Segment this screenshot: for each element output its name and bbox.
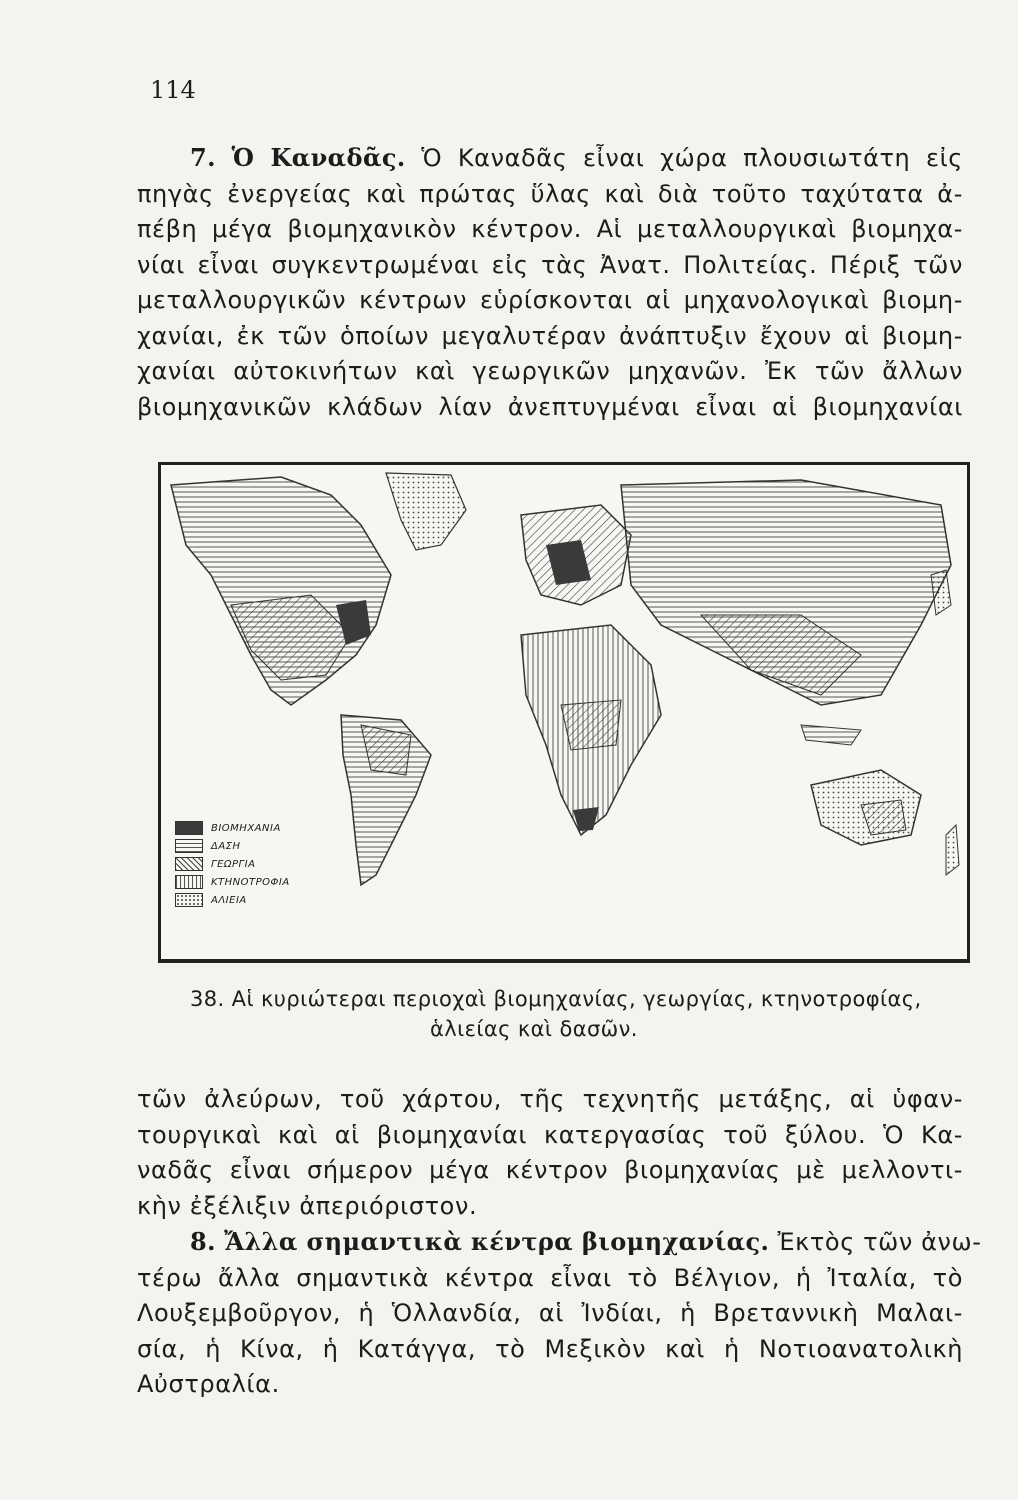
legend-label: ΒΙΟΜΗΧΑΝΙΑ bbox=[211, 822, 281, 834]
legend-label: ΓΕΩΡΓΙΑ bbox=[211, 858, 256, 870]
text-line: χανίαι, ἐκ τῶν ὁποίων μεγαλυτέραν ἀνάπτυξιν ἔχουν αἱ βιομη- bbox=[137, 321, 963, 350]
legend-swatch-industry bbox=[175, 821, 203, 835]
legend-label: ΚΤΗΝΟΤΡΟΦΙΑ bbox=[211, 876, 290, 888]
legend-swatch-agriculture bbox=[175, 857, 203, 871]
text-line: σία, ἡ Κίνα, ἡ Κατάγγα, τὸ Μεξικὸν καὶ ἡ Νοτιοανατολικὴ bbox=[137, 1334, 963, 1363]
figure-caption bbox=[190, 984, 990, 1044]
section-8-heading: Ἄλλα σημαντικὰ κέντρα βιομηχανίας. bbox=[224, 1227, 770, 1256]
text-line: πηγὰς ἐνεργείας καὶ πρώτας ὕλας καὶ διὰ τοῦτο ταχύτατα ἀ- bbox=[137, 179, 963, 208]
legend-swatch-fishing bbox=[175, 893, 203, 907]
legend-item bbox=[175, 819, 290, 837]
caption-line: 38. Αἱ κυριώτεραι περιοχαὶ βιομηχανίας, γεωργίας, κτηνοτροφίας, bbox=[190, 987, 922, 1011]
legend-swatch-livestock bbox=[175, 875, 203, 889]
text-line: τῶν ἀλεύρων, τοῦ χάρτου, τῆς τεχνητῆς μετάξης, αἱ ὑφαν- bbox=[137, 1085, 963, 1113]
text-fragment: Ὁ Καναδᾶς εἶναι χώρα πλουσιωτάτη εἰς bbox=[405, 144, 963, 172]
world-map-figure bbox=[158, 462, 970, 963]
text-line: νίαι εἶναι συγκεντρωμέναι εἰς τὰς Ἀνατ. Πολιτείας. Πέριξ τῶν bbox=[137, 250, 963, 279]
legend-item bbox=[175, 873, 290, 891]
africa-forest bbox=[561, 700, 621, 750]
text-line: τουργικαὶ καὶ αἱ βιομηχανίαι κατεργασίας τοῦ ξύλου. Ὁ Κα- bbox=[137, 1120, 963, 1149]
text-line: τέρω ἄλλα σημαντικὰ κέντρα εἶναι τὸ Βέλγιον, ἡ Ἰταλία, τὸ bbox=[137, 1263, 963, 1292]
section-8-number: 8. bbox=[190, 1227, 216, 1256]
page-number: 114 bbox=[150, 76, 196, 104]
legend-label: ΔΑΣΗ bbox=[211, 840, 241, 852]
section-7-heading: Ὁ Καναδᾶς. bbox=[231, 143, 406, 172]
text-line: Λουξεμβοῦργον, ἡ Ὁλλανδία, αἱ Ἰνδίαι, ἡ Βρεταννικὴ Μαλαι- bbox=[137, 1299, 963, 1327]
text-line bbox=[137, 140, 963, 177]
text-line: ναδᾶς εἶναι σήμερον μέγα κέντρον βιομηχανίας μὲ μελλοντι- bbox=[137, 1156, 963, 1184]
legend-item bbox=[175, 837, 290, 855]
text-line: πέβη μέγα βιομηχανικὸν κέντρον. Αἱ μεταλλουργικαὶ βιομηχα- bbox=[137, 215, 963, 243]
text-line: βιομηχανικῶν κλάδων λίαν ἀνεπτυγμέναι εἶναι αἱ βιομηχανίαι bbox=[137, 392, 963, 421]
text-line: Αὐστραλία. bbox=[137, 1370, 280, 1398]
legend-item bbox=[175, 855, 290, 873]
map-legend bbox=[175, 819, 290, 909]
text-line: κὴν ἐξέλιξιν ἀπεριόριστον. bbox=[137, 1191, 478, 1220]
text-line bbox=[137, 1224, 982, 1261]
text-fragment: Ἐκτὸς τῶν ἀνω- bbox=[769, 1228, 982, 1256]
legend-label: ΑΛΙΕΙΑ bbox=[211, 894, 247, 906]
legend-swatch-forest bbox=[175, 839, 203, 853]
section-7-paragraph bbox=[137, 140, 963, 425]
legend-item bbox=[175, 891, 290, 909]
continuation-paragraph bbox=[137, 1082, 982, 1403]
section-7-number: 7. bbox=[190, 143, 216, 172]
caption-line: ἁλιείας καὶ δασῶν. bbox=[430, 1017, 638, 1041]
text-line: μεταλλουργικῶν κέντρων εὑρίσκονται αἱ μηχανολογικαὶ βιομη- bbox=[137, 286, 963, 314]
text-line: χανίαι αὐτοκινήτων καὶ γεωργικῶν μηχανῶν. Ἐκ τῶν ἄλλων bbox=[137, 357, 963, 385]
